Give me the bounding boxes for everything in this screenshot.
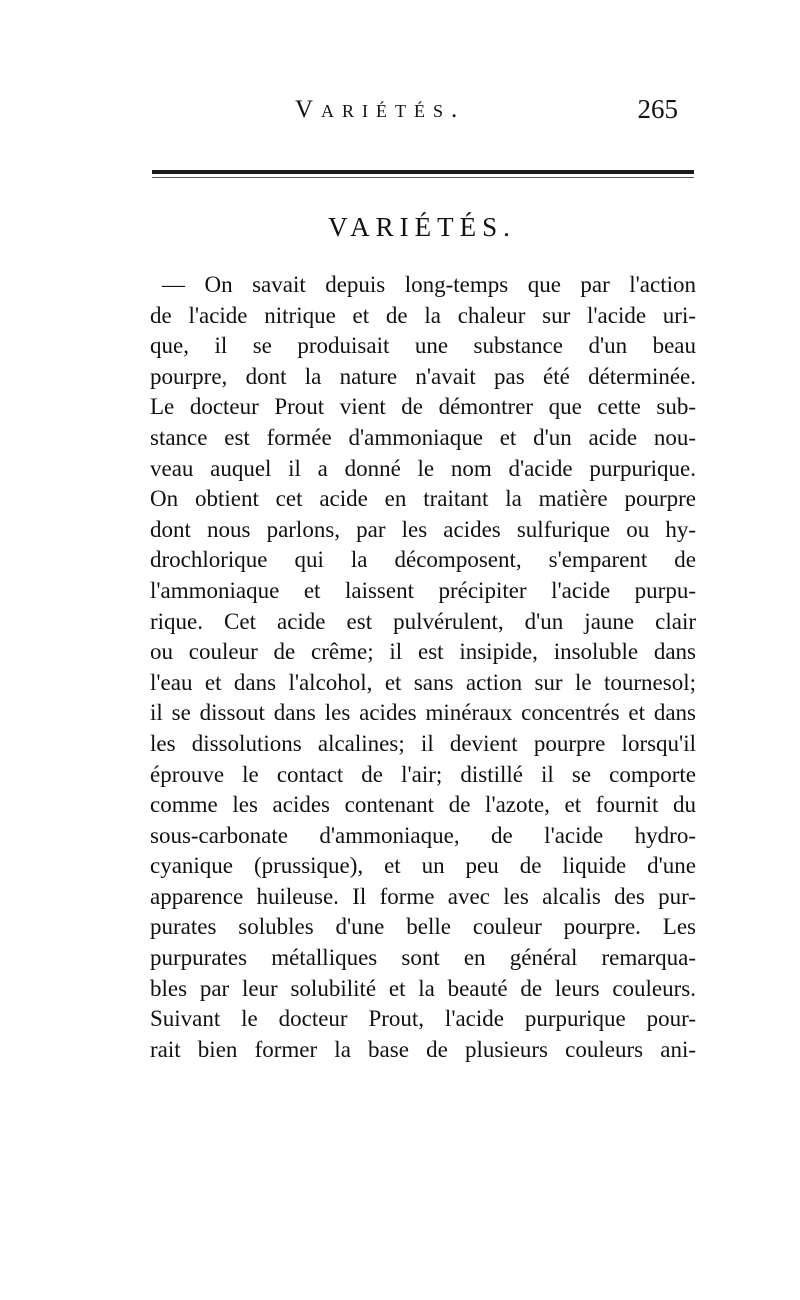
header-rule-thick: [152, 170, 694, 174]
running-title: Variétés.: [295, 96, 466, 123]
text-line: drochlorique qui la décomposent, s'emparent de: [150, 547, 696, 573]
text-line: rique. Cet acide est pulvérulent, d'un jaune clair: [150, 608, 696, 634]
text-line: éprouve le contact de l'air; distillé il se comporte: [150, 761, 696, 787]
text-line: On obtient cet acide en traitant la matière pourpre: [150, 486, 696, 512]
text-line: stance est formée d'ammoniaque et d'un acide nou-: [150, 424, 696, 450]
running-head: [150, 96, 690, 136]
text-line: l'ammoniaque et laissent précipiter l'acide purpu-: [150, 577, 696, 603]
text-line: cyanique (prussique), et un peu de liquide d'une: [150, 853, 696, 879]
text-line: dont nous parlons, par les acides sulfurique ou hy-: [150, 516, 696, 542]
text-line: que, il se produisait une substance d'un beau: [150, 333, 696, 359]
header-rule-thin: [152, 177, 694, 178]
text-line: purpurates métalliques sont en général remarqua-: [150, 945, 696, 971]
text-line: les dissolutions alcalines; il devient pourpre lorsqu'il: [150, 730, 696, 756]
text-line: comme les acides contenant de l'azote, et fournit du: [150, 792, 696, 818]
text-line: ou couleur de crême; il est insipide, insoluble dans: [150, 639, 696, 665]
text-line: veau auquel il a donné le nom d'acide purpurique.: [150, 455, 696, 481]
text-line: de l'acide nitrique et de la chaleur sur l'acide uri-: [150, 302, 696, 328]
text-line: purates solubles d'une belle couleur pourpre. Les: [150, 914, 696, 940]
text-line: Le docteur Prout vient de démontrer que cette sub-: [150, 394, 696, 420]
section-title: VARIÉTÉS.: [328, 212, 516, 242]
text-line: pourpre, dont la nature n'avait pas été déterminée.: [150, 363, 696, 389]
text-line: l'eau et dans l'alcohol, et sans action sur le tournesol;: [150, 669, 696, 695]
text-line: bles par leur solubilité et la beauté de leurs couleurs.: [150, 975, 696, 1001]
text-line: sous-carbonate d'ammoniaque, de l'acide hydro-: [150, 822, 696, 848]
text-line: apparence huileuse. Il forme avec les alcalis des pur-: [150, 883, 696, 909]
text-line: Suivant le docteur Prout, l'acide purpurique pour-: [150, 1006, 696, 1032]
body-text: [150, 270, 696, 1065]
text-line: rait bien former la base de plusieurs couleurs ani-: [150, 1036, 696, 1062]
page-number: 265: [637, 94, 678, 124]
text-line: il se dissout dans les acides minéraux concentrés et dans: [150, 700, 696, 726]
text-line: — On savait depuis long-temps que par l'action: [162, 272, 696, 297]
